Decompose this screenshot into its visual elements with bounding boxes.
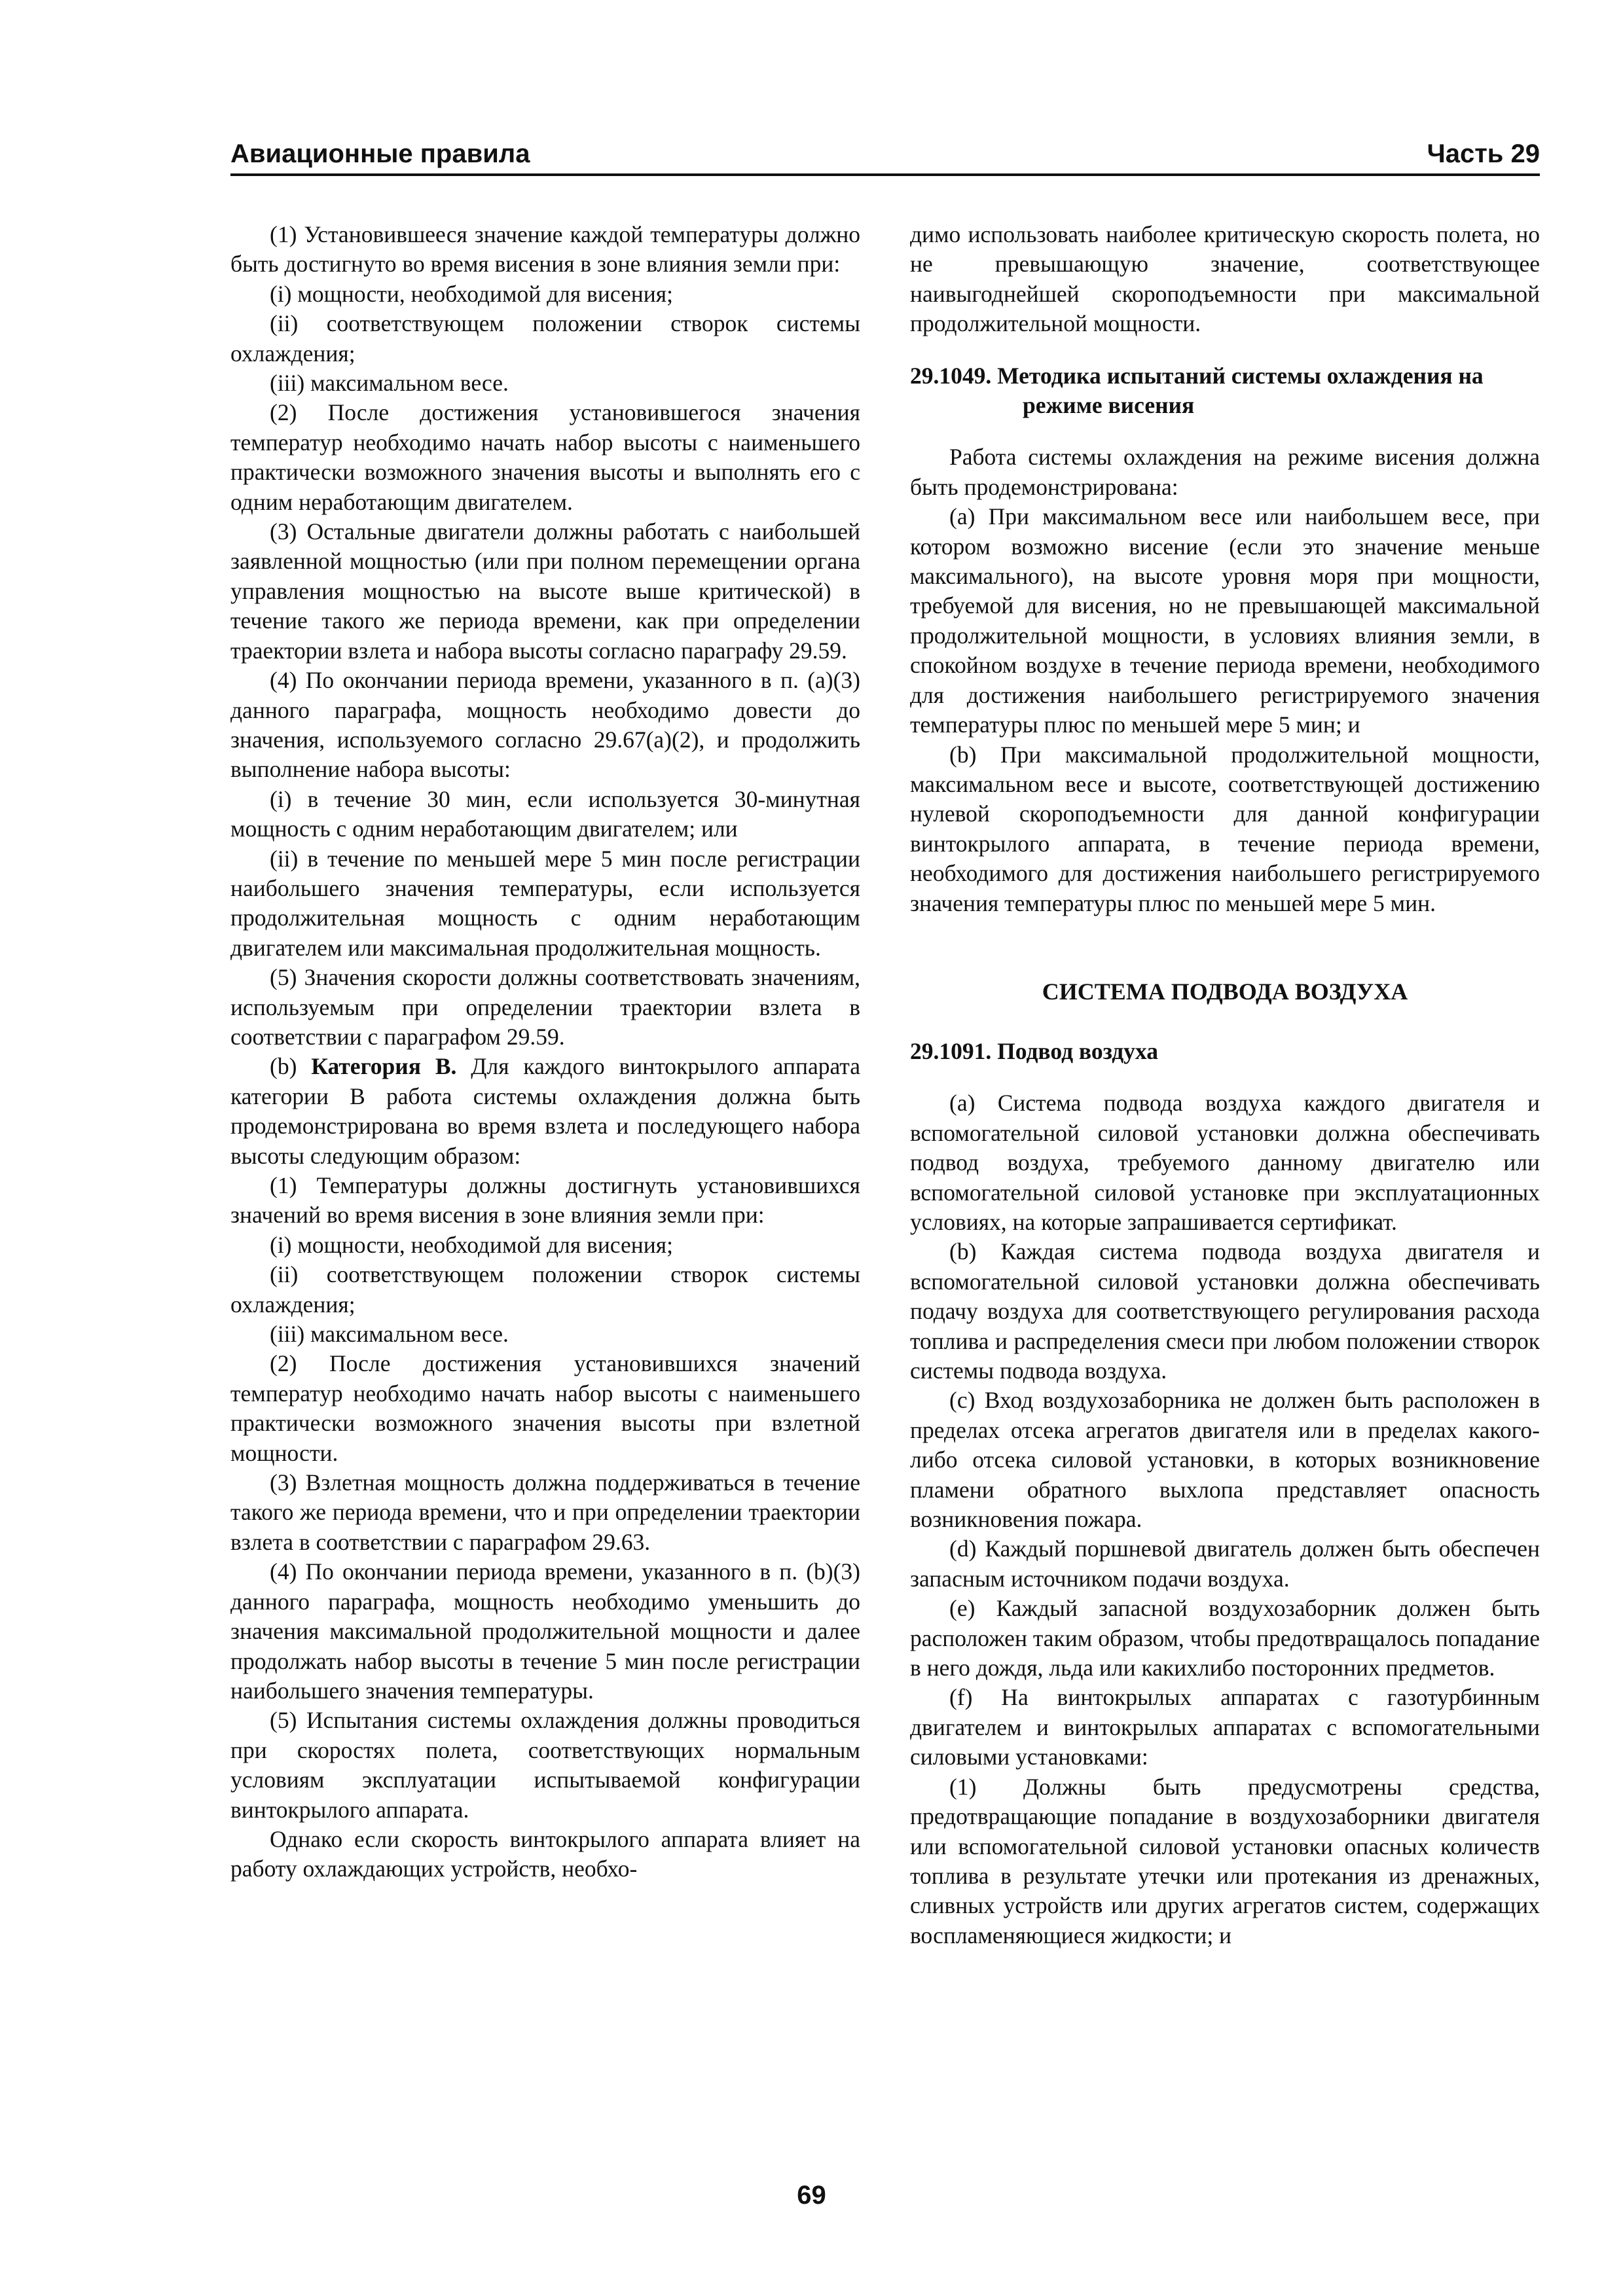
paragraph: (a) Система подвода воздуха каждого двигателя и вспомогательной силовой установки должна обеспечивать подвод воздуха, требуемого данному двигателю или вспомогательной силовой установке при эксплуатационных условиях, на которые запрашивается сертификат. [910, 1090, 1540, 1235]
paragraph: (c) Вход воздухозаборника не должен быть расположен в пределах отсека агрегатов двигателя или в пределах какого-либо отсека силовой установки, в которых возникновение пламени обратного выхлопа представляет опасность возникновения пожара. [910, 1387, 1540, 1533]
paragraph: (5) Испытания системы охлаждения должны проводиться при скоростях полета, соответствующих нормальным условиям эксплуатации испытываемой конфигурации винтокрылого аппарата. [230, 1707, 860, 1823]
continuation-paragraph: димо использовать наиболее критическую скорость полета, но не превышающую значение, соответствующее наивыгоднейшей скороподъемности при максимальной продолжительной мощности. [910, 221, 1540, 337]
paragraph: (iii) максимальном весе. [270, 1321, 509, 1348]
left-column [230, 220, 860, 2151]
section-heading-29-1091: 29.1091. Подвод воздуха [910, 1037, 1158, 1064]
paragraph: (ii) в течение по меньшей мере 5 мин после регистрации наибольшего значения температуры, если используется продолжительная мощность с одним неработающим двигателем или максимальная продолжительная мощность. [230, 845, 860, 961]
paragraph: (4) По окончании периода времени, указанного в п. (a)(3) данного параграфа, мощность необходимо довести до значения, используемого согласно 29.67(a)(2), и продолжить выполнение набора высоты: [230, 667, 860, 783]
paragraph: (1) Должны быть предусмотрены средства, предотвращающие попадание в воздухозаборники двигателя или вспомогательной силовой установки опасных количеств топлива в результате утечки или протекания из дренажных, сливных устройств или других агрегатов систем, содержащих воспламеняющиеся жидкости; и [910, 1773, 1540, 1948]
paragraph: (f) На винтокрылых аппаратах с газотурбинным двигателем и винтокрылых аппаратах с вспомогательными силовыми установками: [910, 1684, 1540, 1770]
page-number: 69 [797, 2181, 826, 2210]
category-b-prefix: (b) [270, 1053, 312, 1080]
paragraph: (1) Установившееся значение каждой температуры должно быть достигнуто во время висения в зоне влияния земли при: [230, 221, 860, 278]
paragraph: (3) Остальные двигатели должны работать с наибольшей заявленной мощностью (или при полном перемещении органа управления мощностью на высоте выше критической) в течение такого же периода времени, как при определении траектории взлета и набора высоты согласно параграфу 29.59. [230, 518, 860, 664]
section-heading-29-1049: 29.1049. Методика испытаний системы охлаждения на режиме висения [910, 362, 1484, 419]
paragraph: Работа системы охлаждения на режиме висения должна быть продемонстрирована: [910, 444, 1540, 500]
paragraph: (2) После достижения установившихся значений температур необходимо начать набор высоты с наименьшего практически возможного значения высоты при взлетной мощности. [230, 1350, 860, 1466]
paragraph: (ii) соответствующем положении створок системы охлаждения; [230, 310, 860, 367]
header-title: Авиационные правила [230, 139, 530, 168]
page-header [230, 134, 1540, 173]
paragraph: (5) Значения скорости должны соответствовать значениям, используемым при определении траектории взлета в соответствии с параграфом 29.59. [230, 964, 860, 1050]
paragraph: (a) При максимальном весе или наибольшем весе, при котором возможно висение (если это значение меньше максимального), на высоте уровня моря при мощности, требуемой для висения, но не превышающей максимальной продолжительной мощности, в условиях влияния земли, в спокойном воздухе в течение периода времени, необходимого для достижения наибольшего регистрируемого значения температуры плюс по меньшей мере 5 мин; и [910, 503, 1540, 738]
section-title: СИСТЕМА ПОДВОДА ВОЗДУХА [1042, 978, 1408, 1005]
category-b-title: Категория В. [311, 1053, 457, 1080]
paragraph: (2) После достижения установившегося значения температур необходимо начать набор высоты с наименьшего практически возможного значения высоты и выполнять его с одним неработающим двигателем. [230, 399, 860, 515]
paragraph: (d) Каждый поршневой двигатель должен быть обеспечен запасным источником подачи воздуха. [910, 1535, 1540, 1592]
paragraph: (4) По окончании периода времени, указанного в п. (b)(3) данного параграфа, мощность необходимо уменьшить до значения максимальной продолжительной мощности и далее продолжать набор высоты в течение 5 мин после регистрации наибольшего значения температуры. [230, 1558, 860, 1704]
paragraph: (b) Каждая система подвода воздуха двигателя и вспомогательной силовой установки должна обеспечивать подачу воздуха для соответствующего регулирования расхода топлива и распределения смеси при любом положении створок системы подвода воздуха. [910, 1238, 1540, 1384]
right-column [910, 220, 1540, 2151]
paragraph: (3) Взлетная мощность должна поддерживаться в течение такого же периода времени, что и при определении траектории взлета в соответствии с параграфом 29.63. [230, 1469, 860, 1555]
category-b-paragraph [230, 1052, 860, 1171]
paragraph: (1) Температуры должны достигнуть установившихся значений во время висения в зоне влияния земли при: [230, 1172, 860, 1229]
paragraph: (b) При максимальной продолжительной мощности, максимальном весе и высоте, соответствующей достижению нулевой скороподъемности для данной конфигурации винтокрылого аппарата, в течение периода времени, необходимого для достижения наибольшего регистрируемого значения температуры плюс по меньшей мере 5 мин. [910, 741, 1540, 916]
paragraph: (iii) максимальном весе. [270, 370, 509, 397]
paragraph: (i) в течение 30 мин, если используется 30-минутная мощность с одним неработающим двигателем; или [230, 785, 860, 842]
paragraph: (e) Каждый запасной воздухозаборник должен быть расположен таким образом, чтобы предотвращалось попадание в него дождя, льда или какихлибо посторонних предметов. [910, 1595, 1540, 1681]
paragraph: (ii) соответствующем положении створок системы охлаждения; [230, 1261, 860, 1318]
header-divider [230, 173, 1540, 176]
paragraph: (i) мощности, необходимой для висения; [270, 1231, 673, 1258]
paragraph: (i) мощности, необходимой для висения; [270, 280, 673, 307]
paragraph: Однако если скорость винтокрылого аппарата влияет на работу охлаждающих устройств, необхо- [230, 1825, 860, 1882]
category-b-text: Для каждого винтокрылого аппарата категории В работа системы охлаждения должна быть продемонстрирована во время взлета и последующего набора высоты следующим образом: [230, 1053, 860, 1169]
header-part: Часть 29 [1427, 139, 1540, 168]
